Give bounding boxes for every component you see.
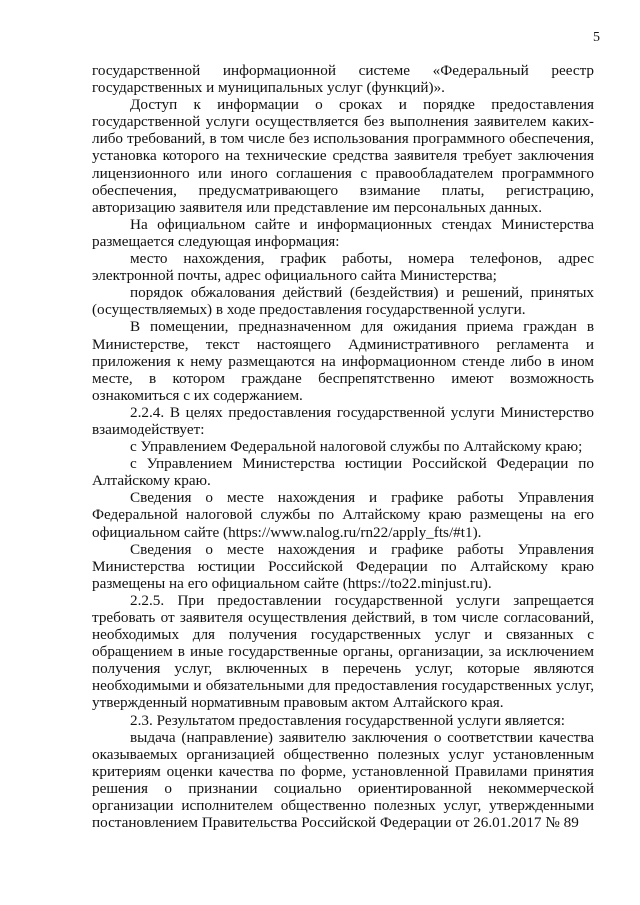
paragraph: Сведения о месте нахождения и графике работы Управления Федеральной налоговой службы по Алтайскому краю размещены на его официальном сайте (https://www.nalog.ru/rn22/apply_fts/#t1). [92,489,594,541]
paragraph: выдача (направление) заявителю заключения о соответствии качества оказываемых организацией общественно полезных услуг установленным критериям оценки качества по форме, установленной Правилами принятия решения о признании социально ориентированной некоммерческой организации исполнителем общественно полезных услуг, утвержденными постановлением Правительства Российской Федерации от 26.01.2017 № 89 [92,728,594,832]
section-paragraph: 2.2.5. При предоставлении государственной услуги запрещается требовать от заявителя осуществления действий, в том числе согласований, необходимых для получения государственных услуг и связанных с обращением в иные государственные органы, организации, за исключением получения услуг, включенных в перечень услуг, которые являются необходимыми и обязательными для предоставления государственных услуг, утвержденный нормативным правовым актом Алтайского края. [92,591,594,712]
page-number: 5 [593,30,600,45]
paragraph: место нахождения, график работы, номера телефонов, адрес электронной почты, адрес официального сайта Министерства; [92,250,594,285]
section-paragraph: 2.3. Результатом предоставления государственной услуги является: [130,711,565,729]
section-paragraph: 2.2.4. В целях предоставления государственной услуги Министерство взаимодействует: [92,403,594,438]
paragraph: На официальном сайте и информационных стендах Министерства размещается следующая информация: [92,215,594,250]
paragraph: порядок обжалования действий (бездействия) и решений, принятых (осуществляемых) в ходе предоставления государственной услуги. [92,284,594,319]
paragraph: государственной информационной системе «Федеральный реестр государственных и муниципальных услуг (функций)». [92,62,594,97]
paragraph: с Управлением Федеральной налоговой службы по Алтайскому краю; [130,438,583,456]
paragraph: В помещении, предназначенном для ожидания приема граждан в Министерстве, текст настоящего Административного регламента и приложения к нему размещаются на информационном стенде либо в ином месте, в котором граждане беспрепятственно имеют возможность ознакомиться с их содержанием. [92,318,594,404]
paragraph: Сведения о месте нахождения и графике работы Управления Министерства юстиции Российской Федерации по Алтайскому краю размещены на его официальном сайте (https://to22.minjust.ru). [92,540,594,592]
paragraph: с Управлением Министерства юстиции Российской Федерации по Алтайскому краю. [92,455,594,490]
paragraph: Доступ к информации о сроках и порядке предоставления государственной услуги осуществляется без выполнения заявителем каких-либо требований, в том числе без использования программного обеспечения, установка которого на технические средства заявителя требует заключения лицензионного или иного соглашения с правообладателем программного обеспечения, предусматривающего взимание платы, регистрацию, авторизацию заявителя или представление им персональных данных. [92,96,594,216]
document-body [92,62,594,831]
